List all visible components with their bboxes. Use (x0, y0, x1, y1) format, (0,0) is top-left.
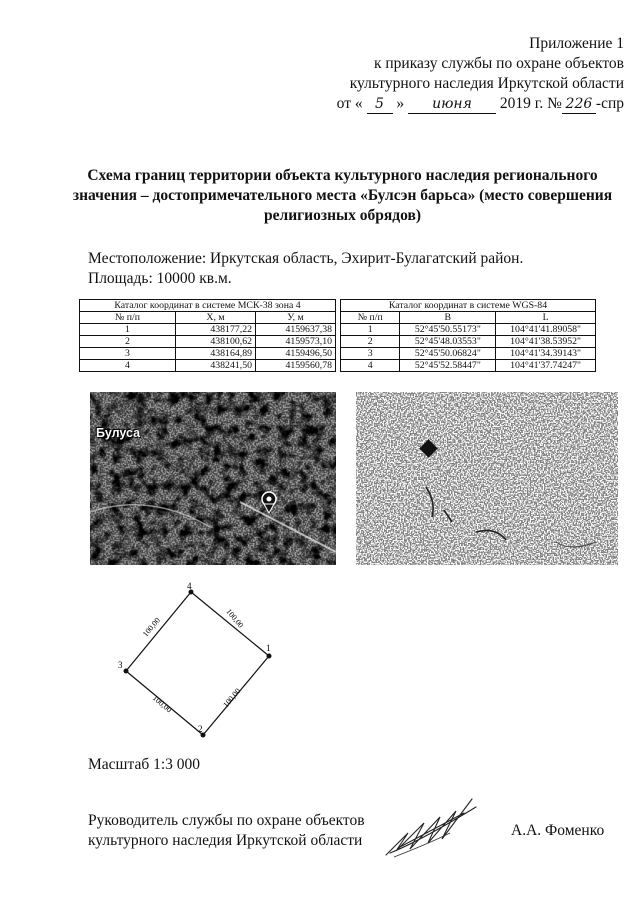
table-cell: 438164,89 (176, 348, 256, 360)
table-cell: 104°41'34.39143" (496, 348, 596, 360)
side-length-label: 100,00 (224, 607, 246, 630)
side-length-label: 100,00 (221, 686, 243, 710)
side-length-label: 100,00 (140, 615, 162, 639)
catalog-msk-header-row (80, 312, 336, 324)
satellite-texture (90, 392, 336, 565)
table-cell: 52°45'52.58447" (400, 360, 496, 372)
appendix-date-line (337, 94, 624, 114)
catalog-wgs-header-row (341, 312, 596, 324)
table-cell: 4159573,10 (256, 336, 336, 348)
catalog-msk-table (79, 299, 336, 372)
appendix-order-ref: к приказу службы по охране объектов (373, 55, 624, 72)
boundary-scheme (110, 578, 285, 750)
appendix-title: Приложение 1 (529, 35, 624, 52)
point-label: 2 (198, 724, 203, 734)
signer-position-line1: Руководитель службы по охране объектов (88, 812, 365, 829)
catalog-msk-caption: Каталог координат в системе МСК-38 зона 4 (80, 300, 336, 312)
signer-position (88, 811, 365, 851)
table-cell: 4159637,38 (256, 324, 336, 336)
catalog-wgs-caption: Каталог координат в системе WGS-84 (341, 300, 596, 312)
table-header: № п/п (80, 312, 176, 324)
point-label: 3 (118, 660, 123, 670)
table-cell: 52°45'48.03553" (400, 336, 496, 348)
signer-position-line2: культурного наследия Иркутской области (88, 832, 363, 849)
table-cell: 3 (80, 348, 176, 360)
table-header: У, м (256, 312, 336, 324)
table-row (341, 336, 596, 348)
table-row (80, 360, 336, 372)
date-day: 5 (367, 96, 393, 114)
catalog-wgs-caption-row (341, 300, 596, 312)
table-cell: 1 (341, 324, 400, 336)
side-length-label: 100,00 (150, 693, 174, 715)
appendix-authority: культурного наследия Иркутской области (349, 75, 624, 92)
table-header: № п/п (341, 312, 400, 324)
table-cell: 104°41'37.74247" (496, 360, 596, 372)
table-cell: 438100,62 (176, 336, 256, 348)
table-header: B (400, 312, 496, 324)
table-cell: 104°41'38.53952" (496, 336, 596, 348)
table-cell: 4159496,50 (256, 348, 336, 360)
order-number: 226 (562, 96, 596, 114)
map-place-label: Булуса (96, 426, 141, 440)
table-cell: 1 (80, 324, 176, 336)
table-cell: 4159560,78 (256, 360, 336, 372)
date-mid: » (396, 95, 405, 112)
table-cell: 438241,50 (176, 360, 256, 372)
table-cell: 2 (341, 336, 400, 348)
boundary-point (124, 669, 129, 674)
boundary-polygon (126, 592, 269, 735)
appendix-header (337, 34, 624, 114)
table-row (341, 348, 596, 360)
table-cell: 438177,22 (176, 324, 256, 336)
date-month: июня (408, 96, 496, 114)
table-cell: 4 (80, 360, 176, 372)
site-info (88, 249, 523, 289)
table-row (80, 336, 336, 348)
table-cell: 104°41'41.89058" (496, 324, 596, 336)
table-row (341, 360, 596, 372)
catalog-msk-caption-row (80, 300, 336, 312)
table-row (80, 348, 336, 360)
table-row (341, 324, 596, 336)
satellite-map-detail (356, 392, 618, 565)
scale-text: Масштаб 1:3 000 (88, 756, 201, 773)
date-prefix: от « (336, 95, 363, 112)
catalog-wgs-table (340, 299, 596, 372)
satellite-map-overview (90, 392, 336, 565)
point-label: 1 (266, 643, 271, 653)
table-cell: 3 (341, 348, 400, 360)
table-cell: 52°45'50.06824" (400, 348, 496, 360)
table-header: L (496, 312, 596, 324)
handwritten-signature (380, 793, 480, 861)
table-cell: 2 (80, 336, 176, 348)
point-label: 4 (187, 581, 192, 591)
table-cell: 52°45'50.55173" (400, 324, 496, 336)
signer-name: А.А. Фоменко (511, 822, 605, 839)
table-header: X, м (176, 312, 256, 324)
order-suffix: -спр (595, 95, 624, 112)
area-text: Площадь: 10000 кв.м. (88, 270, 232, 287)
table-cell: 4 (341, 360, 400, 372)
boundary-point (267, 654, 272, 659)
document-title: Схема границ территории объекта культурного наследия регионального значения – достопримечательного места «Булсэн барьса» (место совершения религиозных обрядов) (72, 167, 613, 224)
detail-texture (356, 392, 618, 565)
date-year: 2019 г. № (499, 95, 562, 112)
table-row (80, 324, 336, 336)
location-text: Местоположение: Иркутская область, Эхирит-Булагатский район. (88, 250, 524, 267)
